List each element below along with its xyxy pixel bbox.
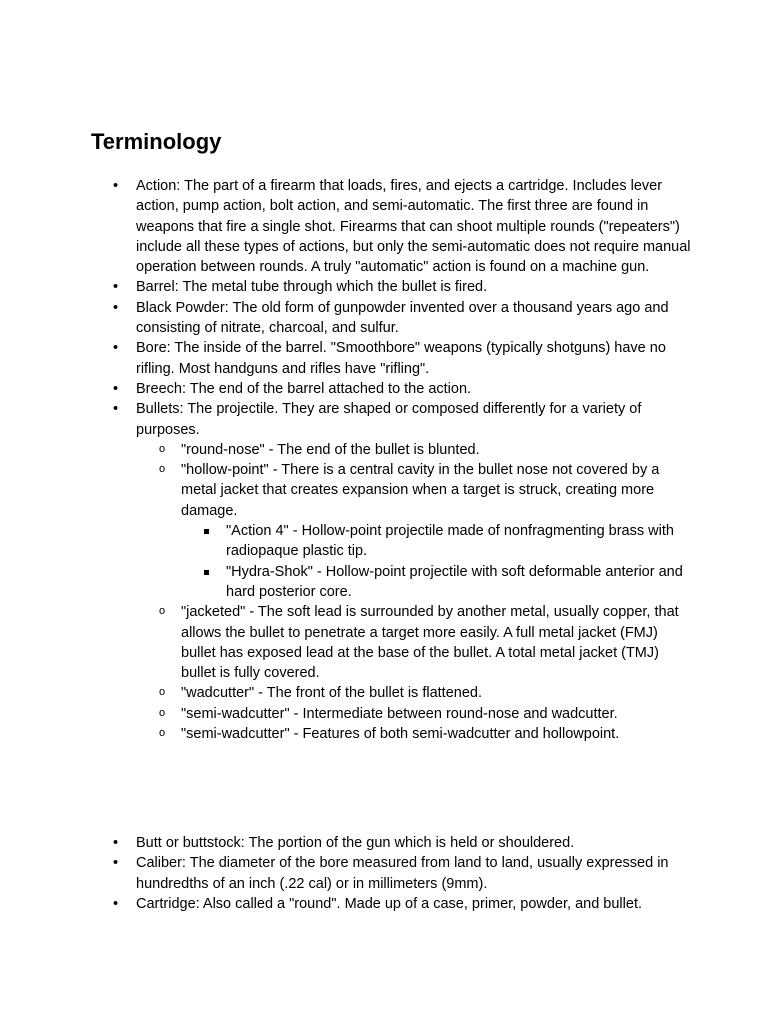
term-butt xyxy=(136,833,696,853)
term-caliber xyxy=(136,853,696,894)
variant-text: "Action 4" - Hollow-point projectile made of nonfragmenting brass with radiopaque plastic tip. xyxy=(226,523,674,560)
variant-text: "Hydra-Shok" - Hollow-point projectile with soft deformable anterior and hard posterior core. xyxy=(226,563,683,600)
bullet-type-text: "jacketed" - The soft lead is surrounded by another metal, usually copper, that allows the bullet to penetrate a target more easily. A full metal jacket (FMJ) bullet has exposed lead at the base of the bullet. A total metal jacket (TMJ) bullet is fully covered. xyxy=(181,604,679,682)
term-text: Barrel: The metal tube through which the bullet is fired. xyxy=(136,279,488,296)
term-text: Bore: The inside of the barrel. "Smoothbore" weapons (typically shotguns) have no rifling. Most handguns and rifles have "rifling". xyxy=(136,340,666,377)
term-bullets xyxy=(136,399,696,744)
hollow-point-variant-item xyxy=(226,562,696,603)
hollow-point-variant-item xyxy=(226,521,696,562)
bullet-types-list xyxy=(136,440,696,744)
bullet-type-text: "wadcutter" - The front of the bullet is flattened. xyxy=(181,685,482,702)
terminology-list-continued xyxy=(136,833,696,914)
bullet-type-item xyxy=(181,460,696,602)
bullet-type-item xyxy=(181,724,696,744)
hollow-point-variants-list xyxy=(181,521,696,602)
bullet-type-item xyxy=(181,704,696,724)
term-text: Breech: The end of the barrel attached to the action. xyxy=(136,380,472,397)
term-text: Caliber: The diameter of the bore measured from land to land, usually expressed in hundredths of an inch (.22 cal) or in millimeters (9mm). xyxy=(136,855,669,892)
bullet-type-item xyxy=(181,602,696,683)
term-barrel xyxy=(136,277,696,297)
bullet-type-text: "round-nose" - The end of the bullet is blunted. xyxy=(181,441,480,458)
term-cartridge xyxy=(136,894,696,914)
term-text: Butt or buttstock: The portion of the gun which is held or shouldered. xyxy=(136,835,575,851)
term-black-powder xyxy=(136,298,696,339)
bullet-type-text: "semi-wadcutter" - Features of both semi-wadcutter and hollowpoint. xyxy=(181,726,620,743)
bullet-type-text: "hollow-point" - There is a central cavity in the bullet nose not covered by a metal jacket that creates expansion when a target is struck, creating more damage. xyxy=(181,462,660,519)
term-bore xyxy=(136,338,696,379)
bullet-type-text: "semi-wadcutter" - Intermediate between round-nose and wadcutter. xyxy=(181,705,618,722)
bullet-type-item xyxy=(181,440,696,460)
term-action xyxy=(136,176,696,277)
terminology-list xyxy=(136,176,696,744)
term-text: Bullets: The projectile. They are shaped or composed differently for a variety of purposes. xyxy=(136,401,642,438)
term-breech xyxy=(136,379,696,399)
page-title: Terminology xyxy=(91,129,222,154)
bullet-type-item xyxy=(181,683,696,703)
term-text: Black Powder: The old form of gunpowder invented over a thousand years ago and consisting of nitrate, charcoal, and sulfur. xyxy=(136,299,669,337)
term-text: Action: The part of a firearm that loads, fires, and ejects a cartridge. Includes lever action, pump action, bolt action, and semi-automatic. The first three are found in weapons that fire a single shot. Firearms that can shoot multiple rounds ("repeaters") include all these types of actions, but only the semi-automatic does not require manual operation between rounds. A truly "automatic" action is found on a machine gun. xyxy=(136,178,691,276)
term-text: Cartridge: Also called a "round". Made up of a case, primer, powder, and bullet. xyxy=(136,895,642,912)
